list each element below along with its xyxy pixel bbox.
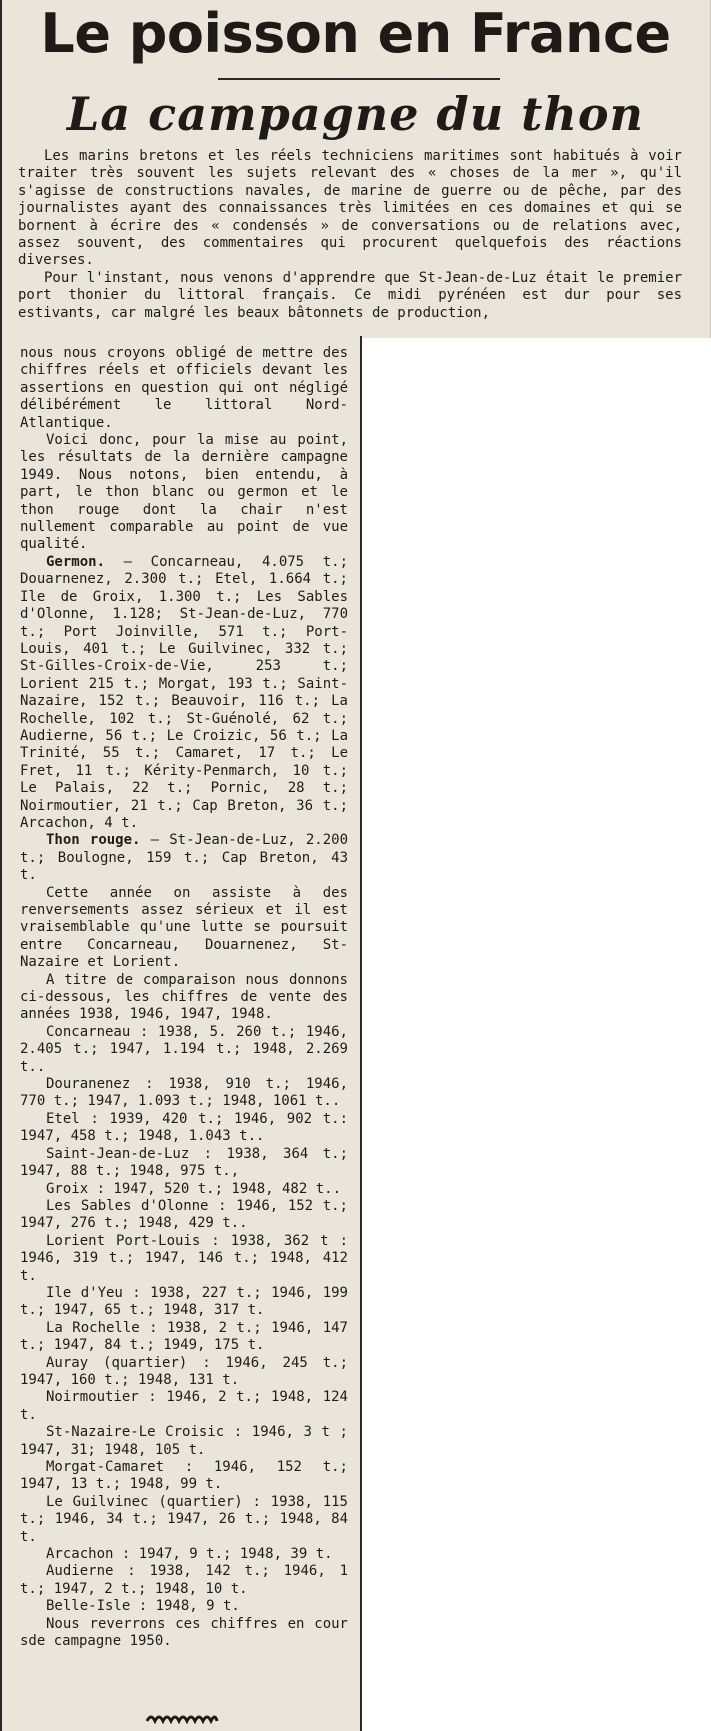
port-stat-ile-d-yeu: Ile d'Yeu : 1938, 227 t.; 1946, 199 t.; 1947, 65 t.; 1948, 317 t. — [20, 1284, 348, 1319]
headline: Le poisson en France — [40, 2, 671, 65]
headline-rule — [218, 78, 500, 80]
port-stat-lorient: Lorient Port-Louis : 1938, 362 t : 1946, 319 t.; 1947, 146 t.; 1948, 412 t. — [20, 1232, 348, 1284]
port-stat-la-rochelle: La Rochelle : 1938, 2 t.; 1946, 147 t.; 1947, 84 t.; 1949, 175 t. — [20, 1319, 348, 1354]
port-stat-st-nazaire: St-Nazaire-Le Croisic : 1946, 3 t ; 1947, 31; 1948, 105 t. — [20, 1424, 348, 1458]
thon-rouge-text: — St-Jean-de-Luz, 2.200 t.; Boulogne, 159 t.; Cap Breton, 43 t. — [20, 832, 348, 884]
port-stat-belle-isle: Belle-Isle : 1948, 9 t. — [46, 1598, 240, 1615]
thon-rouge-paragraph — [20, 832, 348, 884]
intro-paragraph-1: Les marins bretons et les réels techniciens maritimes sont habitués à voir traiter très souvent les sujets relevant des « choses de la mer », qu'il s'agisse de constructions navales, de marine de guerre ou de pêche, par des journalistes ayant des connaissances très limitées en ces domaines et qui se bornent à écrire des « condensés » de conversations ou de relations avec, assez souvent, des commentaires qui procurent quelquefois des réactions diverses. — [18, 148, 682, 269]
port-stat-morgat-camaret: Morgat-Camaret : 1946, 152 t.; 1947, 13 t.; 1948, 99 t. — [20, 1459, 348, 1493]
port-stat-le-guilvinec: Le Guilvinec (quartier) : 1938, 115 t.; 1946, 34 t.; 1947, 26 t.; 1948, 84 t. — [20, 1493, 348, 1545]
end-ornament — [145, 1711, 219, 1725]
port-stat-saint-jean-de-luz: Saint-Jean-de-Luz : 1938, 364 t.; 1947, 88 t.; 1948, 975 t., — [20, 1145, 348, 1180]
germon-paragraph — [20, 554, 348, 833]
port-stat-etel: Etel : 1939, 420 t.; 1946, 902 t.: 1947, 458 t.; 1948, 1.043 t.. — [20, 1110, 348, 1145]
port-stat-audierne: Audierne : 1938, 142 t.; 1946, 1 t.; 1947, 2 t.; 1948, 10 t. — [20, 1563, 348, 1597]
subheadline: La campagne du thon — [67, 87, 644, 141]
port-stat-noirmoutier: Noirmoutier : 1946, 2 t.; 1948, 124 t. — [20, 1389, 348, 1423]
reversal-paragraph: Cette année on assiste à des renversements assez sérieux et il est vraisemblable qu'une lutte se poursuit entre Concarneau, Douarnenez, St-Nazaire et Lorient. — [20, 884, 348, 971]
port-stat-concarneau: Concarneau : 1938, 5. 260 t.; 1946, 2.405 t.; 1947, 1.194 t.; 1948, 2.269 t.. — [20, 1023, 348, 1075]
thon-rouge-label: Thon rouge. — [46, 832, 141, 849]
port-stat-les-sables: Les Sables d'Olonne : 1946, 152 t.; 1947, 276 t.; 1948, 429 t.. — [20, 1197, 348, 1232]
port-stat-arcachon: Arcachon : 1947, 9 t.; 1948, 39 t. — [46, 1546, 333, 1563]
port-stat-auray: Auray (quartier) : 1946, 245 t.; 1947, 160 t.; 1948, 131 t. — [20, 1354, 348, 1388]
germon-text: — Concarneau, 4.075 t.; Douarnenez, 2.300 t.; Etel, 1.664 t.; Ile de Groix, 1.300 t.; Les Sables d'Olonne, 1.128; St-Jean-de-Luz, 770 t.; Port Joinville, 571 t.; Port-Louis, 401 t.; Le Guilvinec, 332 t.; St-Gilles-Croix-de-Vie, 253 t.; Lorient 215 t.; Morgat, 193 t.; Saint-Nazaire, 152 t.; Beauvoir, 116 t.; La Rochelle, 102 t.; St-Guénolé, 62 t.; Audierne, 56 t.; Le Croizic, 56 t.; La Trinité, 55 t.; Camaret, 17 t.; Le Fret, 11 t.; Kérity-Penmarch, 10 t.; Le Palais, 22 t.; Pornic, 28 t.; Noirmoutier, 21 t.; Cap Breton, 36 t.; Arcachon, 4 t. — [20, 553, 348, 831]
intro-text — [18, 148, 682, 322]
column-text — [20, 345, 348, 1650]
comparison-paragraph: A titre de comparaison nous donnons ci-dessous, les chiffres de vente des années 1938, 1946, 1947, 1948. — [20, 971, 348, 1023]
continuation-paragraph: nous nous croyons obligé de mettre des chiffres réels et officiels devant les assertions en question qui ont négligé délibérément le littoral Nord-Atlantique. — [20, 345, 348, 431]
intro-paragraph-2: Pour l'instant, nous venons d'apprendre que St-Jean-de-Luz était le premier port thonier du littoral français. Ce midi pyrénéen est dur pour ses estivants, car malgré les beaux bâtonnets de production, — [18, 269, 682, 321]
port-stat-douarnenez: Douranenez : 1938, 910 t.; 1946, 770 t.; 1947, 1.093 t.; 1948, 1061 t.. — [20, 1076, 348, 1110]
port-stat-groix: Groix : 1947, 520 t.; 1948, 482 t.. — [46, 1180, 342, 1197]
germon-label: Germon. — [46, 553, 106, 570]
closing-paragraph: Nous reverrons ces chiffres en cour sde campagne 1950. — [20, 1615, 348, 1650]
results-paragraph: Voici donc, pour la mise au point, les résultats de la dernière campagne 1949. Nous notons, bien entendu, à part, le thon blanc ou germon et le thon rouge dont la chair n'est nullement comparable au point de vue qualité. — [20, 432, 348, 553]
